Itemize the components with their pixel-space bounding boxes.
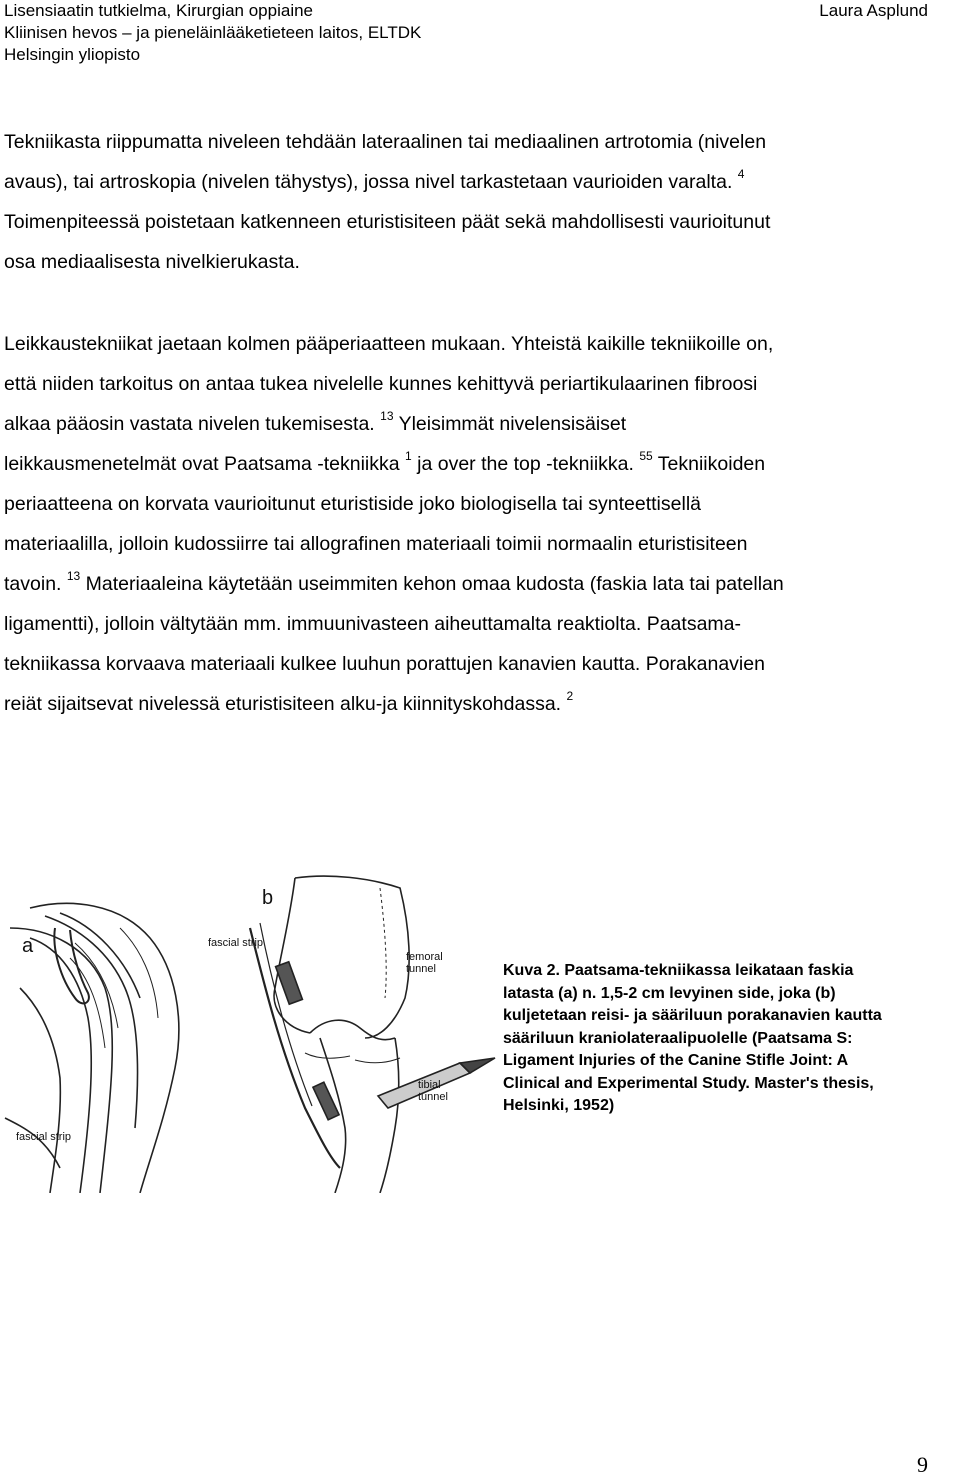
paragraph-2-line-4 xyxy=(4,444,954,484)
caption-line-5: Ligament Injuries of the Canine Stifle Joint: A xyxy=(503,1052,849,1069)
paragraph-1-line-2-text: avaus), tai artroskopia (nivelen tähystys), jossa nivel tarkastetaan vaurioiden varalta. xyxy=(4,171,733,193)
paragraph-2-line-3a: alkaa pääosin vastata nivelen tukemisesta. xyxy=(4,413,375,435)
paragraph-2-line-6: materiaalilla, jolloin kudossiirre tai allografinen materiaali toimii normaalin eturistisiteen xyxy=(4,533,748,555)
paragraph-1-line-3: Toimenpiteessä poistetaan katkenneen eturistisiteen päät sekä mahdollisesti vaurioitunut xyxy=(4,211,771,233)
figure-label-femoral: femoral xyxy=(406,951,443,963)
figure-illustration xyxy=(0,868,500,1193)
paragraph-2-line-7b: Materiaaleina käytetään useimmiten kehon omaa kudosta (faskia lata tai patellan xyxy=(85,573,784,595)
paragraph-2-line-7a: tavoin. xyxy=(4,573,62,595)
header-line-department: Kliinisen hevos – ja pieneläinlääketieteen laitos, ELTDK xyxy=(4,23,422,42)
header-institution xyxy=(4,0,421,66)
paragraph-2-line-1: Leikkaustekniikat jaetaan kolmen pääperiaatteen mukaan. Yhteistä kaikille tekniikoille on, xyxy=(4,333,774,355)
figure-label-tibial: tibial xyxy=(418,1079,441,1091)
page-number: 9 xyxy=(917,1452,928,1477)
reference-13: 13 xyxy=(380,408,394,423)
figure-label-a: a xyxy=(22,935,34,957)
figure-label-femoral-tunnel: tunnel xyxy=(406,963,436,975)
figure-label-tibial-tunnel: tunnel xyxy=(418,1091,448,1103)
reference-13b: 13 xyxy=(66,568,81,583)
header-line-thesis: Lisensiaatin tutkielma, Kirurgian oppiaine xyxy=(4,1,314,20)
paragraph-2-line-4b: ja over the top -tekniikka. xyxy=(417,453,634,475)
caption-line-4: sääriluun kraniolateraalipuolelle (Paatsama S: xyxy=(503,1029,853,1047)
caption-line-3: kuljetetaan reisi- ja sääriluun porakanavien kautta xyxy=(503,1007,882,1024)
paragraph-2-line-10 xyxy=(4,684,954,724)
paragraph-1 xyxy=(4,122,954,282)
reference-4: 4 xyxy=(737,166,745,181)
paragraph-2-line-9: tekniikassa korvaava materiaali kulkee luuhun porattujen kanavien kautta. Porakanavien xyxy=(4,653,765,675)
header-line-university: Helsingin yliopisto xyxy=(4,45,141,64)
paragraph-2-line-5: periaatteena on korvata vaurioitunut eturistiside joko biologisella tai synteettisellä xyxy=(4,493,701,515)
caption-line-1: Kuva 2. Paatsama-tekniikassa leikataan faskia xyxy=(503,962,854,979)
paragraph-1-line-2 xyxy=(4,162,954,202)
paragraph-2-line-2: että niiden tarkoitus on antaa tukea nivelelle kunnes kehittyvä periartikulaarinen fibroosi xyxy=(4,373,758,395)
paragraph-2-line-8: ligamentti), jolloin vältytään mm. immuunivasteen aiheuttamalta reaktiolta. Paatsama- xyxy=(4,613,742,635)
caption-line-6: Clinical and Experimental Study. Master's thesis, xyxy=(503,1074,874,1092)
figure-label-b: b xyxy=(262,887,274,909)
paragraph-1-line-1: Tekniikasta riippumatta niveleen tehdään lateraalinen tai mediaalinen artrotomia (nivelen xyxy=(4,131,767,153)
caption-line-7: Helsinki, 1952) xyxy=(503,1097,615,1114)
reference-2: 2 xyxy=(566,688,574,703)
figure-paatsama-technique xyxy=(0,868,500,1193)
panel-b-drawing xyxy=(250,876,495,1193)
paragraph-2-line-3 xyxy=(4,404,954,444)
paragraph-2-line-4a: leikkausmenetelmät ovat Paatsama -tekniikka xyxy=(4,453,400,475)
reference-1: 1 xyxy=(405,448,412,463)
paragraph-1-line-4: osa mediaalisesta nivelkierukasta. xyxy=(4,251,300,273)
figure-label-fascial-strip-bottom: fascial strip xyxy=(16,1131,72,1143)
paragraph-2-line-4c: Tekniikoiden xyxy=(657,453,766,475)
paragraph-2-line-10a: reiät sijaitsevat nivelessä eturistisiteen alku-ja kiinnityskohdassa. xyxy=(4,693,562,715)
reference-55: 55 xyxy=(639,448,653,463)
figure-label-fascial-strip-top: fascial strip xyxy=(208,937,264,949)
caption-line-2: latasta (a) n. 1,5-2 cm levyinen side, joka (b) xyxy=(503,984,836,1002)
paragraph-2-line-7 xyxy=(4,564,954,604)
figure-caption xyxy=(503,960,958,1118)
paragraph-2-line-3b: Yleisimmät nivelensisäiset xyxy=(398,413,627,435)
paragraph-2 xyxy=(4,324,954,724)
header-author: Laura Asplund xyxy=(819,1,928,20)
